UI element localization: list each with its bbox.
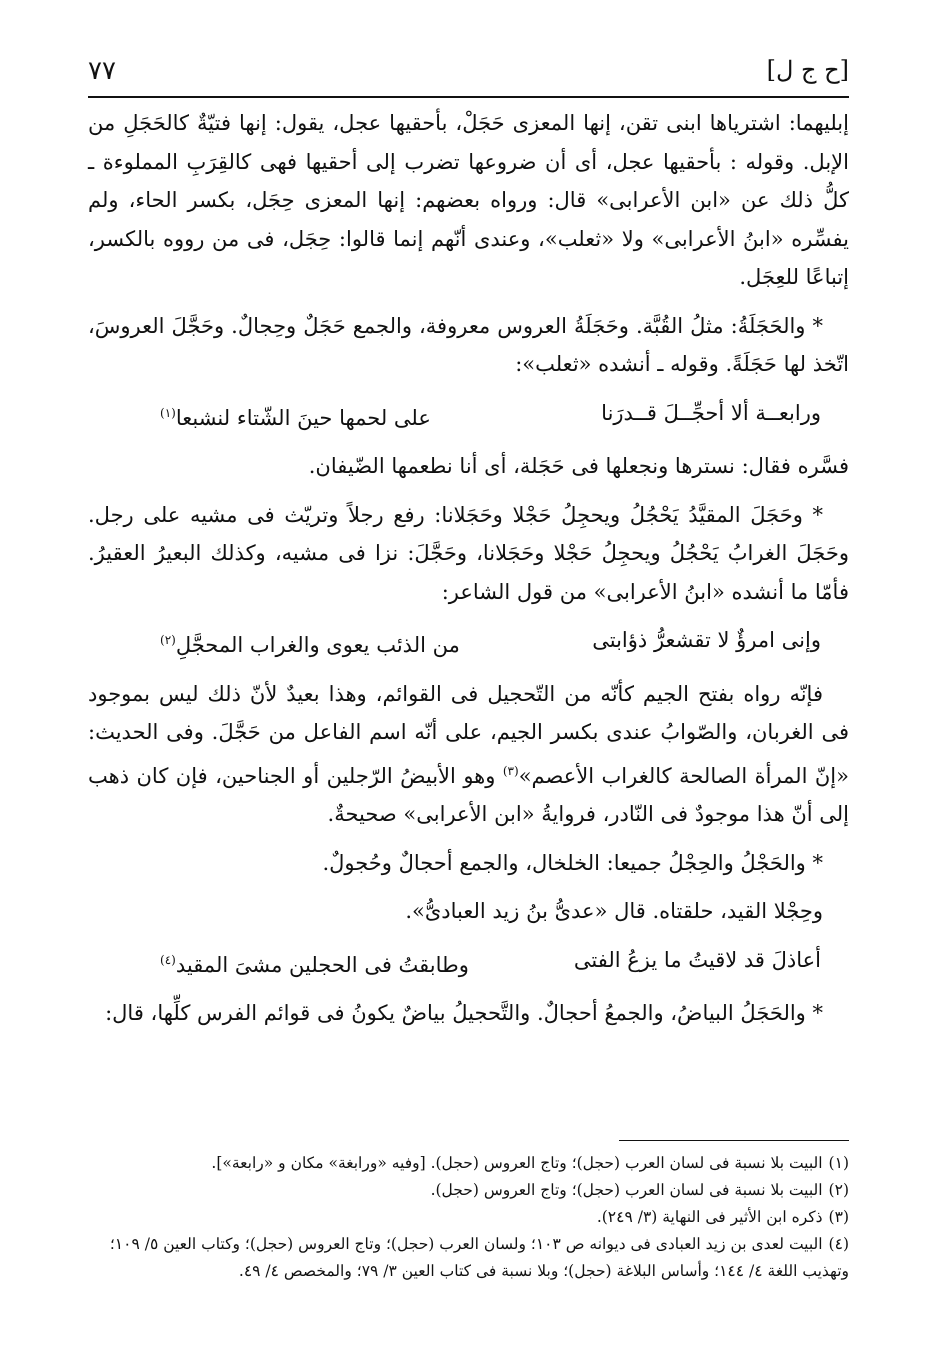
verse-line [88, 941, 849, 985]
paragraph: وحِجْلا القيد، حلقتاه. قال «عدىُّ بنُ زيد العبادىُّ». [405, 899, 823, 923]
verse-text: على لحمها حينَ الشّتاء لنشبعا [175, 405, 431, 430]
page-header [88, 48, 849, 98]
root-letters: [ح ج ل] [766, 56, 849, 84]
paragraph: * والحَجَلُ البياضُ، والجمعُ أحجالٌ. والتَّحجيلُ بياضٌ يكونُ فى قوائم الفرس كلِّها، قال: [105, 1001, 823, 1025]
footnote-text: البيت لعدى بن زيد العبادى فى ديوانه ص ١٠٣؛ ولسان العرب (حجل)؛ وتاج العروس (حجل)؛ وكتاب العين ٥/ ١٠٩؛ وتهذيب اللغة ٤/ ١٤٤؛ وأساس البلاغة (حجل)؛ وبلا نسبة فى كتاب العين ٣/ ٧٩؛ والمخصص ٤/ ٤٩. [109, 1235, 849, 1280]
verse-line [88, 621, 849, 665]
verse-text: وطابقتُ فى الحجلين مشىَ المقيد [175, 952, 469, 977]
paragraph: * وحَجَلَ المقيَّدُ يَحْجُلُ ويحجِلُ حَجْلا وحَجَلانا: رفع رجلاً وتريّث فى مشيه على رجل. وحَجَلَ الغرابُ يَحْجُلُ ويحجِلُ حَجْلا وحَجَلانا، وحَجَّلَ: نزا فى مشيه، وكذلك البعيرُ العقيرُ. فأمّا ما أنشده «ابنُ الأعرابى» من قول الشاعر: [88, 502, 849, 604]
footnotes [88, 1140, 849, 1285]
paragraph [88, 675, 849, 834]
footnote [88, 1150, 849, 1177]
footnote-ref[interactable]: (١) [160, 405, 176, 420]
verse-first-hemistich: ورابعــة ألا أحجِّــلَ قــدرَنا [601, 400, 821, 425]
paragraph-text: فإنّه رواه بفتح الجيم كأنّه من التّحجيل فى القوائم، وهذا بعيدٌ لأنّ ذلك ليس بموجود فى الغربان، والصّوابُ عندى بكسر الجيم، على أنّه اسم الفاعل من حَجَّلَ. وفى الحديث: «إنّ المرأة الصالحة كالغراب الأعصم» [88, 681, 849, 788]
footnote [88, 1204, 849, 1231]
footnote-number: (١) [828, 1154, 849, 1172]
footnote-ref[interactable]: (٢) [160, 633, 176, 647]
footnote-number: (٤) [828, 1235, 849, 1253]
paragraph-text: وهو الأبيضُ الرّجلين أو الجناحين، فإن كان ذهب إلى أنّ هذا موجودٌ فى النّادر، فروايةُ «ابن الأعرابى» صحيحةٌ. [88, 763, 849, 826]
verse-line [88, 394, 849, 438]
verse-first-hemistich: وإنى امرؤٌ لا تقشعرُّ ذؤابتى [592, 628, 821, 652]
verse-second-hemistich [160, 394, 431, 438]
footnote-text: ذكره ابن الأثير فى النهاية (٣/ ٢٤٩). [596, 1208, 823, 1226]
verse-text: من الذئب يعوى والغراب المحجَّلِ [175, 633, 460, 657]
footnote-number: (٢) [828, 1181, 849, 1199]
page-number: ٧٧ [88, 56, 116, 86]
paragraph: فسَّره فقال: نسترها ونجعلها فى حَجَلة، أى أنا نطعمها الضّيفان. [308, 454, 849, 478]
paragraph: * والحَجْلُ والحِجْلُ جميعا: الخلخال، والجمع أحجالٌ وحُجولٌ. [322, 850, 823, 875]
footnote-ref[interactable]: (٣) [502, 763, 519, 778]
footnote [88, 1231, 849, 1285]
verse-second-hemistich [160, 941, 469, 985]
verse-first-hemistich: أعاذلَ قد لاقيتُ ما يزعُ الفتى [573, 947, 821, 972]
footnote-divider [619, 1140, 849, 1141]
footnote-number: (٣) [828, 1208, 849, 1226]
verse-second-hemistich [160, 621, 460, 665]
footnote-list [88, 1140, 849, 1285]
footnote-ref[interactable]: (٤) [160, 952, 176, 967]
footnote-text: البيت بلا نسبة فى لسان العرب (حجل)؛ وتاج العروس (حجل). [430, 1181, 823, 1199]
footnote-text: البيت بلا نسبة فى لسان العرب (حجل)؛ وتاج العروس (حجل). [وفيه «ورابغة» مكان و «رابعة»]. [211, 1154, 823, 1172]
paragraph: * والحَجَلَةُ: مثلُ القُبَّة. وحَجَلَةُ العروس معروفة، والجمع حَجَلٌ وحِجالٌ. وحَجَّلَ العروسَ، اتّخذ لها حَجَلَةً. وقوله ـ أنشده «ثعلب»: [88, 313, 849, 376]
paragraph: إبليهما: اشترياها ابنى تقن، إنها المعزى حَجَلْ، بأحقيها عجل، يقول: إنها فتيّةٌ كالحَجَلِ من الإبل. وقوله : بأحقيها عجل، أى أن ضروعها تضرب إلى أحقيها فهى كالقِرَبِ المملوءة ـ كلُّ ذلك عن «ابن الأعرابى» قال: ورواه بعضهم: إنها المعزى حِجَل، بكسر الحاء، ولم يفسِّره «ابنُ الأعرابى» ولا «ثعلب»، وعندى أنّهم إنما قالوا: حِجَل، فى من رووه بالكسر، إتباعًا للعِجَل. [88, 111, 849, 289]
footnote [88, 1177, 849, 1204]
main-text [88, 104, 849, 1043]
